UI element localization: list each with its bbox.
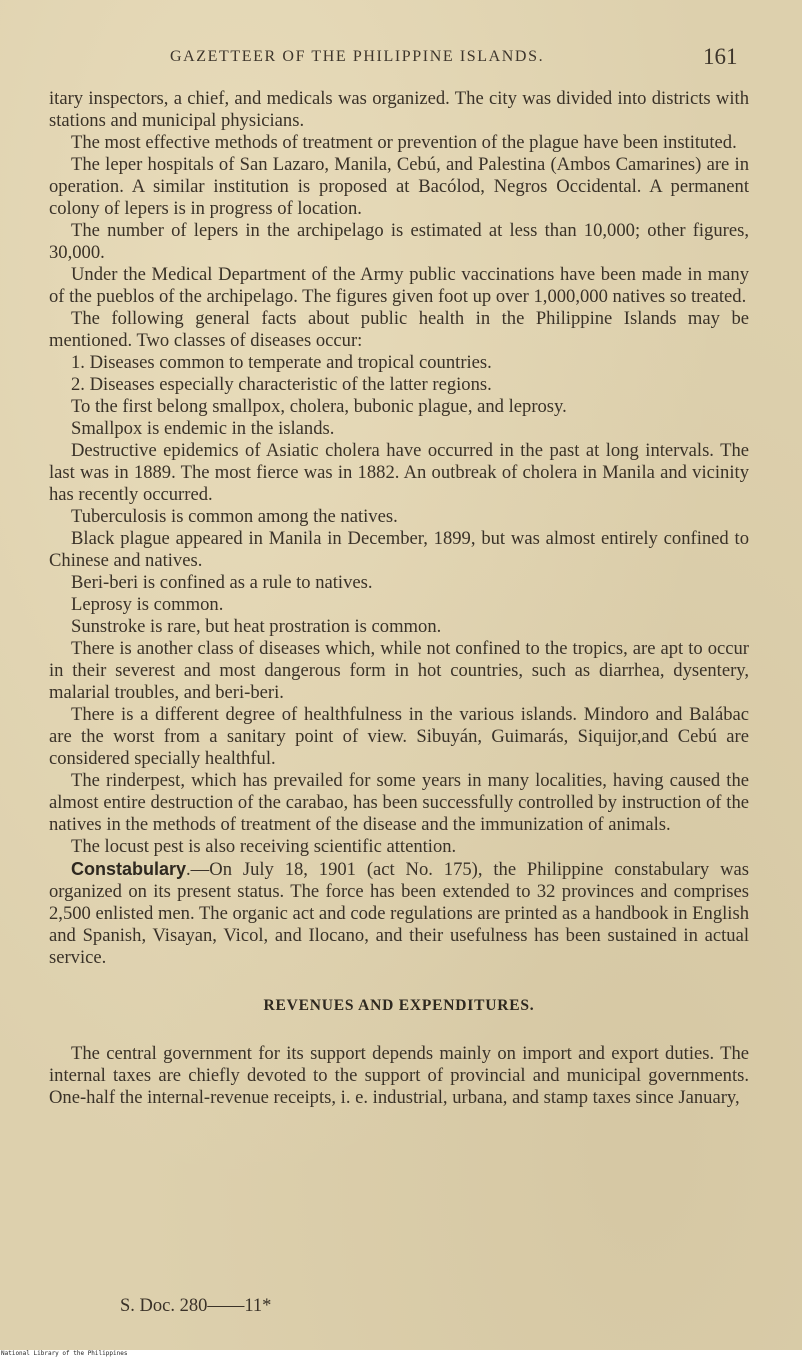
paragraph-rinderpest: The rinderpest, which has prevailed for some years in many localities, having caused the almost entire destruction of the carabao, has been successfully controlled by instruction of the natives in the methods of treatment of the disease and the immunization of animals.	[49, 770, 749, 835]
paragraph-black-plague: Black plague appeared in Manila in December, 1899, but was almost entirely confined to Chinese and natives.	[49, 528, 749, 571]
paragraph-tropical-diseases: There is another class of diseases which, while not confined to the tropics, are apt to occur in their severest and most dangerous form in hot countries, such as diarrhea, dysentery, malarial troubles, and beri-beri.	[49, 638, 749, 703]
body-text	[49, 88, 749, 1109]
paragraph-constabulary	[49, 858, 749, 969]
paragraph-leprosy: Leprosy is common.	[71, 594, 224, 615]
paragraph-healthfulness: There is a different degree of healthfulness in the various islands. Mindoro and Balábac are the worst from a sanitary point of view. Sibuyán, Guimarás, Siquijor,and Cebú are considered specially healthful.	[49, 704, 749, 769]
page-number: 161	[703, 44, 738, 69]
paragraph-revenues: The central government for its support depends mainly on import and export duties. The internal taxes are chiefly devoted to the support of provincial and municipal governments. One-half the internal-revenue receipts, i. e. industrial, urbana, and stamp taxes since January,	[49, 1043, 749, 1108]
paragraph-smallpox: Smallpox is endemic in the islands.	[71, 418, 335, 439]
constabulary-text: .—On July 18, 1901 (act No. 175), the Philippine constabulary was organized on its present status. The force has been extended to 32 provinces and comprises 2,500 enlisted men. The organic act and code regulations are printed as a handbook in English and Spanish, Visayan, Vicol, and Ilocano, and their usefulness has been sustained in actual service.	[49, 859, 749, 968]
constabulary-lead: Constabulary	[71, 859, 187, 879]
paragraph-inspectors: itary inspectors, a chief, and medicals was organized. The city was divided into districts with stations and municipal physicians.	[49, 88, 749, 131]
running-head: GAZETTEER OF THE PHILIPPINE ISLANDS.	[170, 48, 545, 65]
section-heading-revenues: REVENUES AND EXPENDITURES.	[263, 997, 535, 1014]
paragraph-vaccinations: Under the Medical Department of the Army public vaccinations have been made in many of the pueblos of the archipelago. The figures given foot up over 1,000,000 natives so treated.	[49, 264, 749, 307]
list-item-disease-class-2: 2. Diseases especially characteristic of the latter regions.	[71, 374, 492, 395]
paragraph-cholera: Destructive epidemics of Asiatic cholera have occurred in the past at long intervals. The last was in 1889. The most fierce was in 1882. An outbreak of cholera in Manila and vicinity has recently occurred.	[49, 440, 749, 505]
paragraph-public-health: The following general facts about public health in the Philippine Islands may be mentioned. Two classes of diseases occur:	[49, 308, 749, 351]
paragraph-tuberculosis: Tuberculosis is common among the natives.	[71, 506, 398, 527]
page-header	[0, 44, 802, 74]
paragraph-beri-beri: Beri-beri is confined as a rule to natives.	[71, 572, 373, 593]
paragraph-locust-pest: The locust pest is also receiving scientific attention.	[71, 836, 457, 857]
paragraph-first-class: To the first belong smallpox, cholera, bubonic plague, and leprosy.	[71, 396, 567, 417]
paragraph-plague-treatment: The most effective methods of treatment or prevention of the plague have been instituted.	[71, 132, 737, 153]
list-item-disease-class-1: 1. Diseases common to temperate and tropical countries.	[71, 352, 492, 373]
paragraph-leper-count: The number of lepers in the archipelago is estimated at less than 10,000; other figures, 30,000.	[49, 220, 749, 263]
paragraph-sunstroke: Sunstroke is rare, but heat prostration is common.	[71, 616, 442, 637]
footer-credit: National Library of the Philippines	[1, 1350, 128, 1357]
paragraph-leper-hospitals: The leper hospitals of San Lazaro, Manila, Cebú, and Palestina (Ambos Camarines) are in operation. A similar institution is proposed at Bacólod, Negros Occidental. A permanent colony of lepers is in progress of location.	[49, 154, 749, 219]
signature-line: S. Doc. 280——11*	[120, 1296, 272, 1316]
